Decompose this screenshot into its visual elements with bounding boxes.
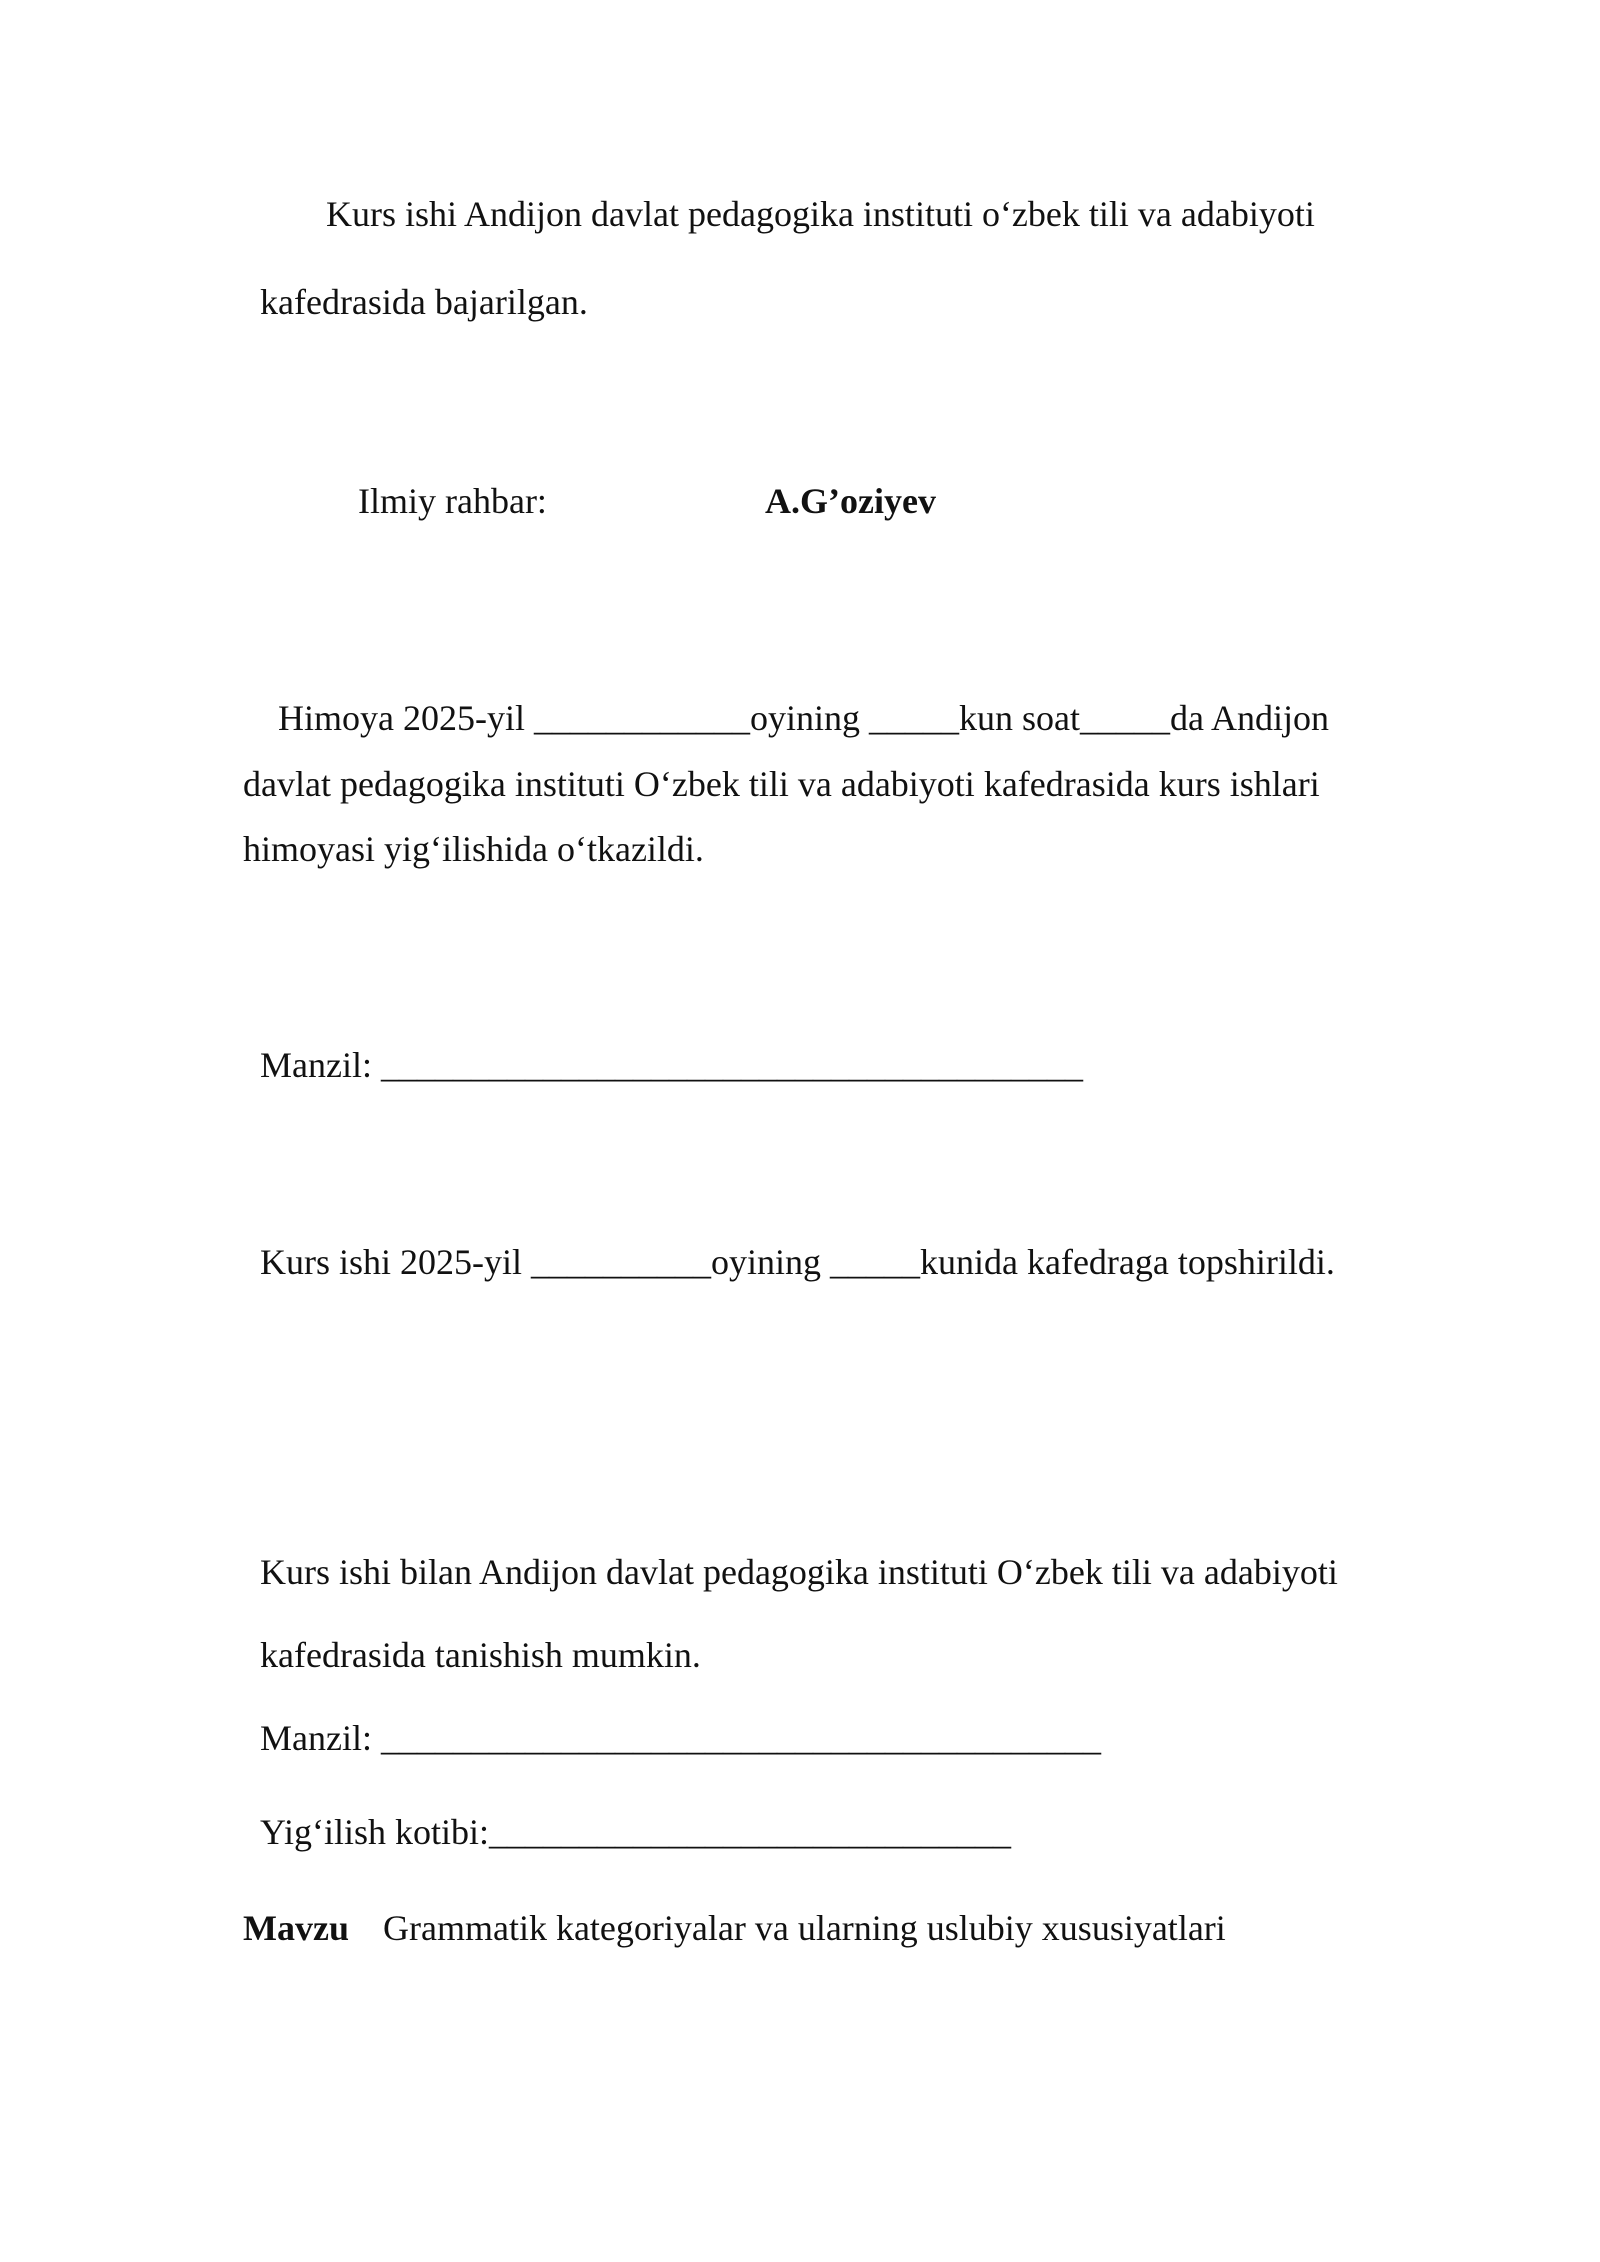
intro-line-2: kafedrasida bajarilgan. [260,282,588,322]
familiarize-line-2: kafedrasida tanishish mumkin. [260,1635,701,1675]
secretary-field: Yig‘ilish kotibi:_____________________________ [260,1812,1012,1852]
familiarize-line-1: Kurs ishi bilan Andijon davlat pedagogika instituti O‘zbek tili va adabiyoti [260,1552,1338,1592]
supervisor-name: A.G’oziyev [765,481,936,521]
topic-label: Mavzu [243,1908,349,1948]
topic-value: Grammatik kategoriyalar va ularning uslubiy xususiyatlari [383,1908,1226,1948]
supervisor-label: Ilmiy rahbar: [358,481,547,521]
address-field-1: Manzil: _______________________________________ [260,1045,1083,1085]
defense-line-1: Himoya 2025-yil ____________oyining _____kun soat_____da Andijon [278,698,1329,738]
address-field-2: Manzil: ________________________________________ [260,1718,1101,1758]
defense-line-2: davlat pedagogika instituti O‘zbek tili va adabiyoti kafedrasida kurs ishlari [243,764,1320,804]
defense-line-3: himoyasi yig‘ilishida o‘tkazildi. [243,829,704,869]
intro-line-1: Kurs ishi Andijon davlat pedagogika instituti o‘zbek tili va adabiyoti [326,194,1315,234]
submitted-line: Kurs ishi 2025-yil __________oyining _____kunida kafedraga topshirildi. [260,1242,1335,1282]
